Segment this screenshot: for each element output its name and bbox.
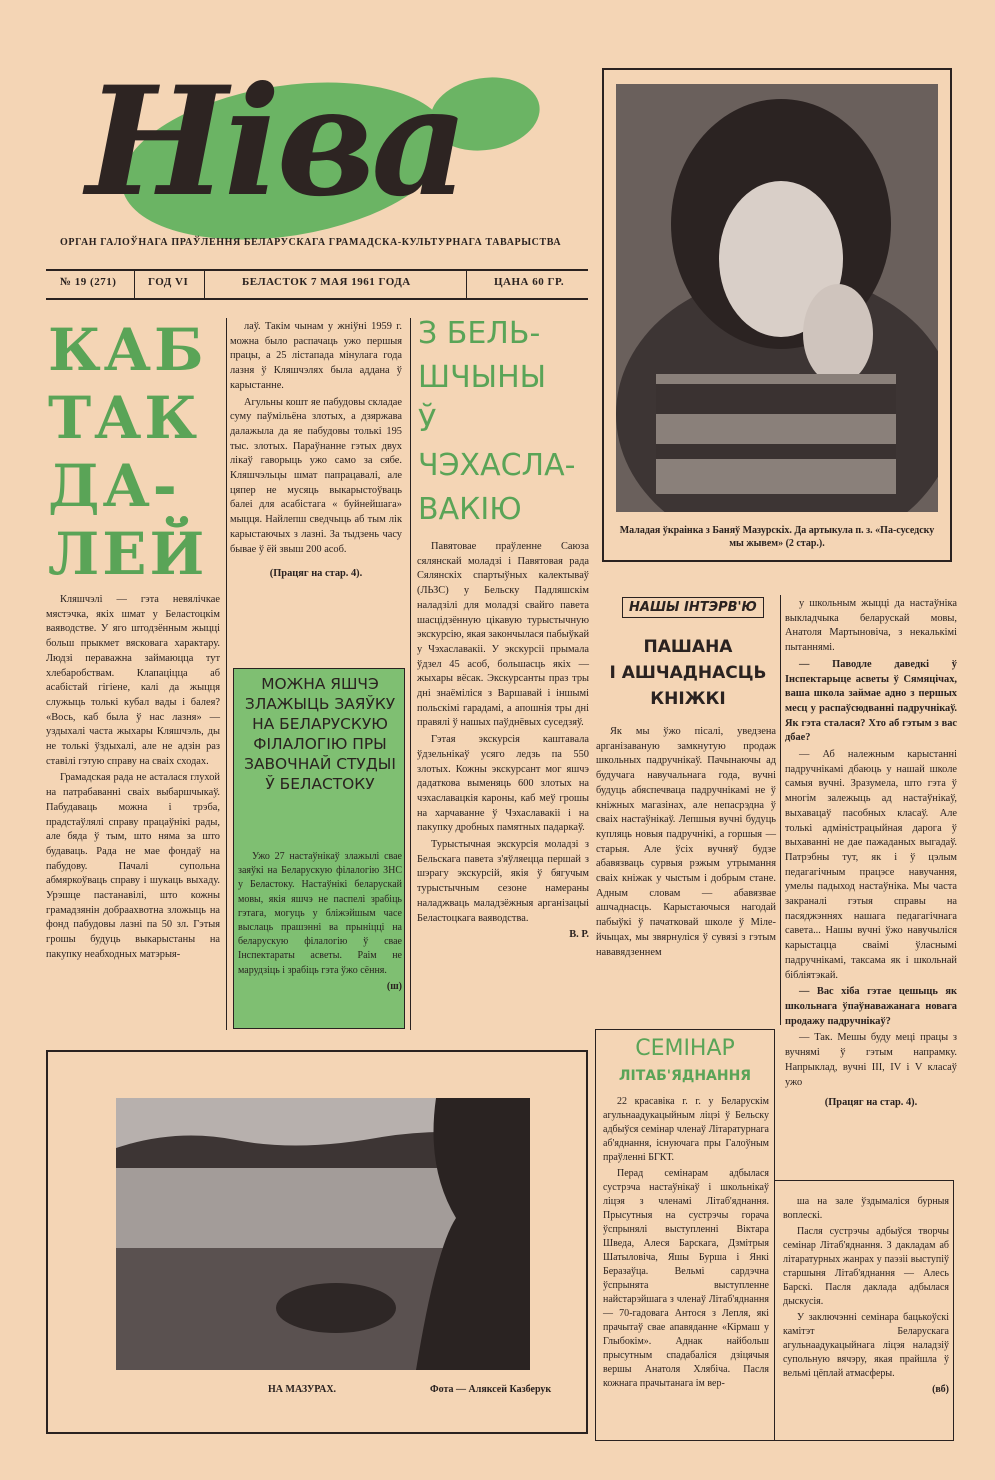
masthead-logo: Ніва [86, 54, 465, 230]
article2-headline: МОЖНА ЯШЧЭ ЗЛАЖЫЦЬ ЗАЯЎКУ НА БЕЛАРУСКУЮ ФІЛАЛОГІЮ ПРЫ ЗАВОЧНАЙ СТУДЫІ Ў БЕЛАСТОКУ [244, 675, 396, 793]
article4-paragraph: у школьным жыцці да настаўніка выкладчыка беларускай мовы, Анатоля Мартыновіча, з некалькімі пытаннямі. [785, 598, 957, 654]
article1-paragraph: Грамадская рада не асталася глухой на патрабаванні сваіх выбаршчыкаў. Пабудаваць можна і трэба, прадстаўлялі справу працаўнікі рады, але бяда ў тым, што няма за што будаваць. Рада не мае фондаў на пабудову. Пачалі супольна абмяркоўваць справу і шукаць выхаду. Урэшце пастанавілі, што кожны грамадзянін добраахвотна зложыць на фонд пабудовы лазні па 50 зл. Гэтыя грошы будуць выкарыстаны на пакупку неабходных матэрыя- [46, 772, 220, 960]
masthead-subtitle: ОРГАН ГАЛОЎНАГА ПРАЎЛЕННЯ БЕЛАРУСКАГА ГРАМАДСКА-КУЛЬТУРНАГА ТАВАРЫСТВА [60, 237, 562, 248]
article2-signature: (ш) [386, 980, 402, 992]
article5-paragraph: У заключэнні семінара бацькоўскі камітэт Беларускага агульнаадукацыйнага ліцэя наладзіў супольную вячэру, якая прайшла ў вельмі цёплай атмасферы. [783, 1312, 949, 1379]
masthead-rule-top [46, 269, 588, 271]
info-divider-3 [466, 270, 467, 298]
column-divider [780, 595, 781, 1025]
portrait-illustration [616, 84, 938, 512]
article2-body [238, 850, 402, 994]
article5-signature: (вб) [932, 1384, 949, 1395]
article5-paragraph: ша на зале ўздымаліся бурныя воплескі. [783, 1196, 949, 1221]
article4-paragraph: Як мы ўжо пісалі, уведзена арганізаваную замкнутую продаж школьных падручнікаў. Пачынаючы ад будучага навучальнага года, вучні будуць абяспечваца падручнікамі не ў кніжных магазінах, але непасрэдна ў сваіх настаўнікаў. Лепшыя вучні будуць купляць новыя падручнікі, а горшыя — старыя. Але ўсіх вучняў будзе абавязваць сурвыя рэжым утрымання сваіх кніжак у чыстым і добрым стане. Адным словам — абавязвае ашчаднасць. Карыстаючыся нагодай пабыўкі ў пачатковай школе ў Мілейчыцах, мы звярнуліся ў сувязі з гэтым нававядзеннем [596, 726, 776, 958]
article4-question: — Паводле даведкі ў Інспектарыце асветы ў Сямяцічах, ваша школа займае адно з першых месц у распаўсюдванні падручнікаў. Як гэта сталася? Хто аб гэтым з вас дбае? [785, 658, 957, 744]
article3-headline-line: ВАКІЮ [418, 492, 522, 527]
article3-headline-line: З БЕЛЬ- [418, 316, 541, 351]
article1-headline-line: ДА- [48, 452, 180, 520]
article3-headline [418, 312, 598, 532]
article5-paragraph: 22 красавіка г. г. у Беларускім агульнаадукацыйным ліцэі ў Бельску адбыўся семінар членаў Літаратурнага аб'яднання, існуючага пры Галоўным праўленні БГКТ. [603, 1096, 769, 1163]
article5-headline: СЕМІНАР [635, 1036, 735, 1061]
article5-paragraph: Пасля сустрэчы адбыўся творчы семінар Літаб'яднання. З дакладам аб літаратурных жанрах у паэзіі выступіў старшыня Літаб'яднання — Алесь Барскі. Пасля даклада адбылася дыскусія. [783, 1226, 949, 1307]
price: ЦАНА 60 ГР. [494, 276, 565, 288]
info-divider-1 [134, 270, 135, 298]
article1-body-col2 [230, 320, 402, 582]
article1-paragraph: Кляшчэлі — гэта невялічкае мястэчка, якіх шмат у Беластоцкім ваяводстве. У яго штодзённым жыцці больш прыкмет вясковага характару. Людзі пераважна займаюцца тут хлебаробствам. Клапаціцца аб асабістай гігіене, калі да жыцця служыць толькі кубал вады і балея? «Вось, каб была ў нас лазня» — уздыхалі часта жыхары Кляшчэль, ды не толькі ўздыхалі, але не адзін раз ставілі гэтую справу на сваіх сходах. [46, 594, 220, 767]
lake-illustration [116, 1098, 530, 1370]
article1-continued: (Працяг на стар. 4). [269, 568, 363, 580]
article3-paragraph: Павятовае праўленне Саюза сялянскай моладзі і Павятовая рада Сялянскіх спартыўных калектываў (ЛЬЗС) у Бельску Падляшскім наладзілі для моладзі свайго павета шасцідзённую цікавую турыстычную экскурсію, якая закончылася пабыўкай у Чэхаславакіі. У экскурсіі прымала ўдзел 45 асоб, большасць якіх — жыхары вёсак. Экскурсанты праз тры дні знаёміліся з Варшавай і іншымі польскімі гарадамі, а апошнія тры дні правялі ў нашых паўднёвых суседзяў. [417, 541, 589, 729]
article5-body-col1 [603, 1095, 769, 1393]
article3-paragraph: Турыстычная экскурсія моладзі з Бельскага павета з'яўляецца першай з шэрагу экскурсій, якія ў бягучым турыстычным сезоне намераны наладжваць маладзёжныя арганізацыі Беластоцкага ваяводства. [417, 839, 589, 924]
issue-number: № 19 (271) [60, 276, 117, 288]
article1-headline [48, 316, 228, 588]
article1-headline-line: КАБ [48, 316, 207, 384]
photo1-portrait [616, 84, 938, 512]
article1-headline-line: ЛЕЙ [48, 520, 208, 588]
photo2-landscape [116, 1098, 530, 1370]
article5-body-col2 [783, 1195, 949, 1397]
article3-paragraph: Гэтая экскурсія каштавала ўдзельнікаў усяго ледзь па 550 злотых. Кожны экскурсант мог яшчэ дадаткова выменяць 600 злотых на чэхаславацкія кароны, каб меў грошы на харчаванне ў Чэхаславакіі і на пакупку дробных памятных падаркаў. [417, 734, 589, 834]
article4-headline-line: КНІЖКІ [650, 689, 726, 709]
issue-year: ГОД VI [148, 276, 189, 288]
article3-body [417, 540, 589, 943]
article4-body-col1 [596, 725, 776, 962]
article4-rubric: НАШЫ ІНТЭРВ'Ю [622, 597, 764, 618]
article5-subheadline: ЛІТАБ'ЯДНАННЯ [618, 1068, 752, 1084]
article4-headline [598, 634, 778, 712]
article4-headline-line: ПАШАНА [643, 637, 733, 657]
info-divider-2 [204, 270, 205, 298]
article3-headline-line: Ў [418, 404, 437, 439]
column-divider [226, 318, 227, 1030]
article1-paragraph: лаў. Такім чынам у жніўні 1959 г. можна было распачаць ужо першыя працы, а 25 лістапада мінулага года лазня ў Кляшчэлях была аддана ў карыстанне. [230, 321, 402, 391]
column-divider [410, 318, 411, 1030]
article4-body-col2 [785, 597, 957, 1111]
article3-headline-line: ШЧЫНЫ [418, 360, 547, 395]
article4-paragraph: — Аб належным карыстанні падручнікамі дбаюць у нашай школе самыя вучні. Зразумела, што гэта ў многім залежыць ад настаўнікаў, выхавацаў пасобных класаў. Але толькі адміністрацыйная дарога ў выхаванні не дае пажаданых выгадаў. Патрэбны тут, як і ў цэлым педагагічным працэсе навучання, умелы падыход настаўніка. Мы часта закраналі гэтыя справы на пасяджэннях нашага педагагічнага савета... Нашы вучні ўжо навучыліся карыстацца сваімі ўласнымі падручнікамі, таксама як і школьнай бібліятэкай. [785, 749, 957, 981]
article2-paragraph: Ужо 27 настаўнікаў злажылі свае заяўкі на Беларускую філалогію ЗНС у Беластоку. Настаўнікі беларускай мовы, якія яшчэ не паспелі зрабіць гэтага, могуць у бліжэйшым часе выслаць прашэнні ва прыніцці на беларускую філалогію ў свае Інспектараты асветы. Раім не марудзіць і зрабіць гэта ўжо сёння. [238, 851, 402, 976]
article4-question: — Вас хіба гэтае цешыць як школьнага ўпаўнаважанага новага продажу падручнікаў? [785, 986, 957, 1027]
article5-paragraph: Перад семінарам адбылася сустрэча настаўнікаў і школьнікаў ліцэя з членамі Літаб'яднання. Прысутныя на сустрэчы горача ўспрынялі выступленні Віктара Шведа, Алеся Барскага, Дзмітрыя Шатыловіча, Яшы Бурша і Янкі Беразаўца. Вельмі сардэчна ўспрынята выступленне найстарэйшага з членаў Літаб'яднання — 70-гадовага Антося з Лепля, які прачытаў свае апавяданне «Кірмаш у Глыбокім». Аднак найбольш прысутным спадабаліся дзіцячыя вершы Анатоля Хлябіча. Пасля кожнага прачытанага ім вер- [603, 1168, 769, 1389]
masthead-rule-bottom [46, 298, 588, 300]
photo1-caption: Маладая ўкраінка з Баняў Мазурскіх. Да артыкула п. з. «Па-суседску мы жывем» (2 стар.). [619, 525, 935, 549]
place-date: БЕЛАСТОК 7 МАЯ 1961 ГОДА [242, 276, 411, 288]
article4-paragraph: — Так. Мешы буду меці працы з вучнямі ў гэтым напрамку. Напрыклад, вучні III, IV і V класаў ужо [785, 1032, 957, 1088]
article4-continued: (Працяг на стар. 4). [824, 1097, 918, 1109]
photo2-caption: НА МАЗУРАХ. [268, 1384, 337, 1395]
photo2-credit: Фота — Аляксей Казберук [430, 1384, 552, 1395]
article1-body-col1 [46, 593, 220, 965]
article3-signature: В. Р. [569, 929, 589, 941]
article4-headline-line: І АШЧАДНАСЦЬ [609, 663, 767, 683]
article3-headline-line: ЧЭХАСЛА- [418, 448, 576, 483]
article1-headline-line: ТАК [48, 384, 201, 452]
article1-paragraph: Агульны кошт яе пабудовы складае суму паўмільёна злотых, а дзяржава далажыла да яе пабудовы толькі 195 тыс. злотых. Параўнанне гэтых двух лікаў гаворыць ужо само за сябе. Кляшчэльцы шмат папрацавалі, але цяпер не мусяць выкарыстоўваць балеі для асабістага « буйнейшага» мыцця. Найлепш сведчыць аб тым лік карыстаючых з лазні. За тыдзень часу бывае ў ёй звыш 200 асоб. [230, 396, 402, 555]
